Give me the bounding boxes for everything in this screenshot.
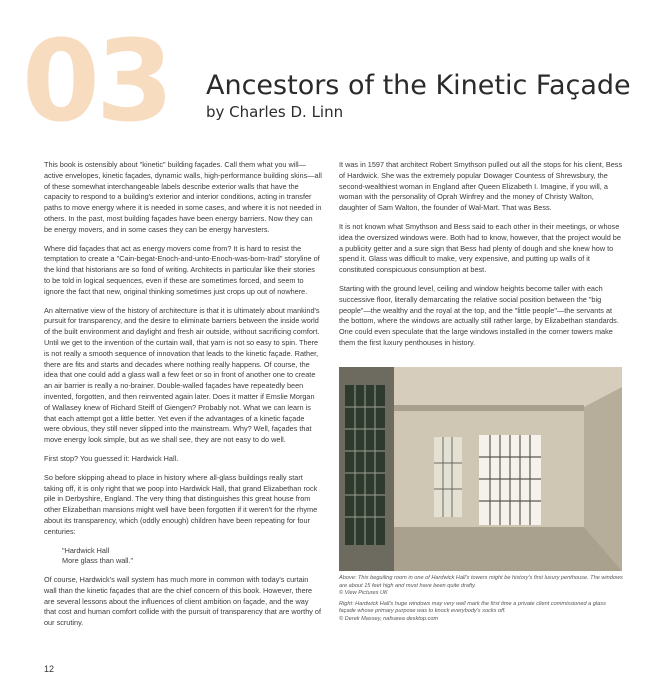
paragraph: So before skipping ahead to place in history where all-glass buildings really start taking off, it is only right that we poop into Hardwick Hall, that grand Elizabethan rock pile in Derbyshire, England. The very thing that distinguishes this great house from other Elizabethan mansions might well have been forgotten if it weren't for the rhyme about its transparency, which (oddly enough) children have been repeating for four centuries: [44,472,318,536]
paragraph: It is not known what Smythson and Bess said to each other in their meetings, or whose idea the oversized windows were. Both had to know, however, that the project would be a publicity getter and a sure sign that Bess had plenty of dough and she knew how to spend it. Glass was difficult to make, very expensive, and putting up walls of it constituted conspicuous consumption at best. [339,221,621,275]
photo-illustration [339,367,622,571]
hardwick-hall-window-photo [339,367,622,571]
paragraph: An alternative view of the history of architecture is that it is ultimately about mankind's pursuit for transparency, and the desire to eliminate barriers between the inside world of the built environment and daylight and fresh air outside, without sacrificing comfort. Until we get to the invention of the curtain wall, that yarn is not so easy to spin. There is not really a smooth sequence of innovation that leads to the kinetic façade. Rather, there are fits and starts and decades where nothing really happens. Of course, the idea that one could add a glass wall a few feet or so in front of another one to create an air barrier is really a no-brainer. Double-walled façades have repeatedly been invented, forgotten, and then reinvented again later. Does it matter if Emslie Morgan of Wallasey knew of Richard Steiff of Giengen? Probably not. What we can learn is that each attempt got a little better. Yet even if the advantages of a kinetic façade were obvious, they still never slipped into the mainstream. Why? Well, façades that move energy look simple, but as we shall see, they are not easy to do well. [44,305,320,445]
verse-line: More glass than wall." [62,556,134,566]
verse-line: "Hardwick Hall [62,545,110,555]
paragraph: It was in 1597 that architect Robert Smythson pulled out all the stops for his client, Bess of Hardwick. She was the extremely popular Dowager Countess of Shrewsbury, the second-wealthiest woman in England after Queen Elizabeth I. Imagine, if you will, a woman with the personality of Oprah Winfrey and the money of Christy Walton, daughter of Sam Walton, the founder of Wal-Mart. That was Bess. [339,160,623,213]
paragraph: Starting with the ground level, ceiling and window heights become taller with each successive floor, literally demarcating the relative social position between the "big people"—the wealthy and the royal at the top, and the "little people"—the servants at the bottom, where the windows are actually still rather large, by Elizabethan standards. One could even speculate that the large windows installed in the corner towers make them the first luxury penthouses in history. [339,283,619,347]
verse-quote [62,546,322,568]
paragraph: Where did façades that act as energy movers come from? It is hard to resist the temptation to create a "Cain-begat-Enoch-and-unto-Enoch-was-born-Irad" storyline of the kind that historians are so fond of writing. Architects in particular like their stories to be told in logical sequences, even if these are sometimes forced, and seem to ignore the fact that new, original thinking sometimes just crops up out of nowhere. [44,243,320,296]
page-title: Ancestors of the Kinetic Façade [206,70,631,101]
caption-credit: © Derek Massey, nafsarea desktop.com [339,615,439,622]
page-number: 12 [44,664,55,674]
paragraph: This book is ostensibly about "kinetic" building façades. Call them what you will—active envelopes, kinetic façades, dynamic walls, high-performance building skins—all of these somewhat interchangeable labels describe exterior walls that have the capacity to respond to a building's exterior and interior conditions, acting in transfer paths to move energy where it is needed in some cases, and where it is not needed in others. In the past, most building façades have been energy barriers. Now they can be energy movers, and in some cases they can be energy harvesters. [44,160,322,234]
paragraph: First stop? You guessed it: Hardwick Hall. [44,453,179,463]
photo-captions [339,575,623,627]
paragraph: Of course, Hardwick's wall system has much more in common with today's curtain wall than the kinetic façades that are the chief concern of this book. However, there are several lessons about the influences of client ambition on façade, and the way that cost and human comfort collide with the pursuit of transparency that are worthy of our scrutiny. [44,575,322,628]
chapter-number: 03 [22,17,170,147]
byline: by Charles D. Linn [206,103,344,121]
left-column [44,160,322,637]
right-column [339,160,623,357]
caption-credit: © View Pictures UK [339,590,388,597]
caption-above: Above: This beguiling room in one of Hardwick Hall's towers might be history's first luxury penthouse. The windows are about 15 feet high and must have been quite drafty. [339,575,623,589]
caption-right: Right: Hardwick Hall's huge windows may very well mark the first time a private client commissioned a glass façade whose primary purpose was to knock everybody's socks off. [339,600,606,615]
